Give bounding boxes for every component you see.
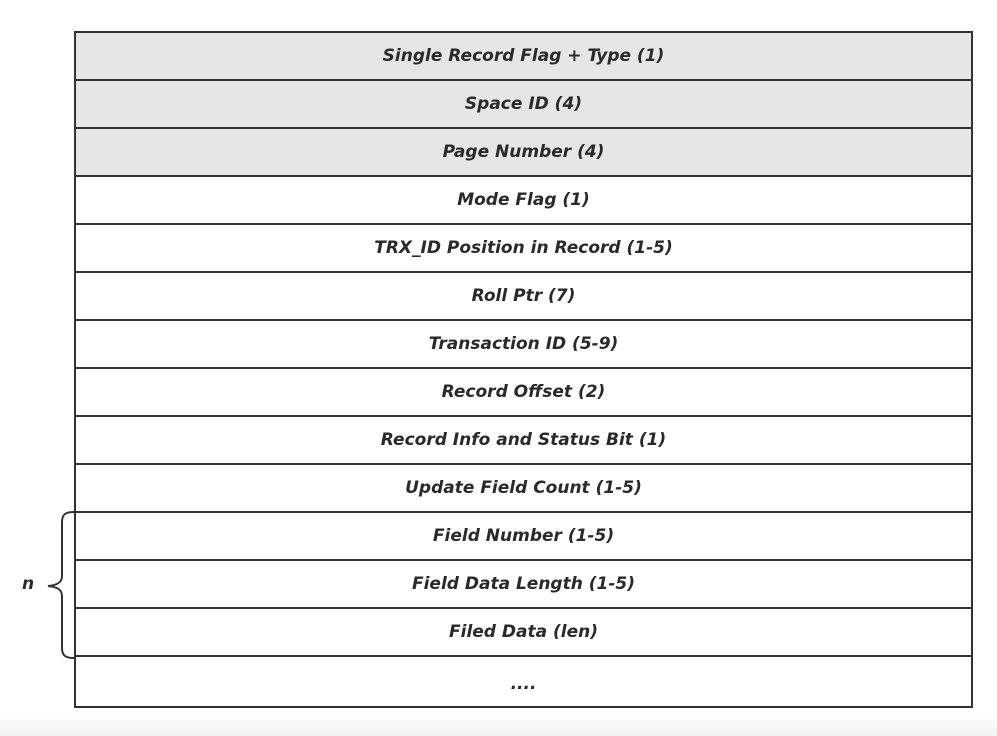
bottom-edge bbox=[0, 716, 997, 736]
row-mode-flag: Mode Flag (1) bbox=[76, 177, 971, 225]
row-trx-id-position: TRX_ID Position in Record (1-5) bbox=[76, 225, 971, 273]
row-field-number: Field Number (1-5) bbox=[76, 513, 971, 561]
row-record-info-status-bit: Record Info and Status Bit (1) bbox=[76, 417, 971, 465]
row-record-offset: Record Offset (2) bbox=[76, 369, 971, 417]
row-space-id: Space ID (4) bbox=[76, 81, 971, 129]
row-update-field-count: Update Field Count (1-5) bbox=[76, 465, 971, 513]
row-page-number: Page Number (4) bbox=[76, 129, 971, 177]
row-filed-data: Filed Data (len) bbox=[76, 609, 971, 657]
curly-brace-shape bbox=[48, 512, 74, 658]
repeat-brace bbox=[0, 0, 100, 736]
row-ellipsis: .... bbox=[76, 657, 971, 706]
record-layout-diagram bbox=[74, 31, 973, 708]
row-roll-ptr: Roll Ptr (7) bbox=[76, 273, 971, 321]
repeat-count-label: n bbox=[22, 574, 35, 594]
row-field-data-length: Field Data Length (1-5) bbox=[76, 561, 971, 609]
row-transaction-id: Transaction ID (5-9) bbox=[76, 321, 971, 369]
row-single-record-flag: Single Record Flag + Type (1) bbox=[76, 33, 971, 81]
